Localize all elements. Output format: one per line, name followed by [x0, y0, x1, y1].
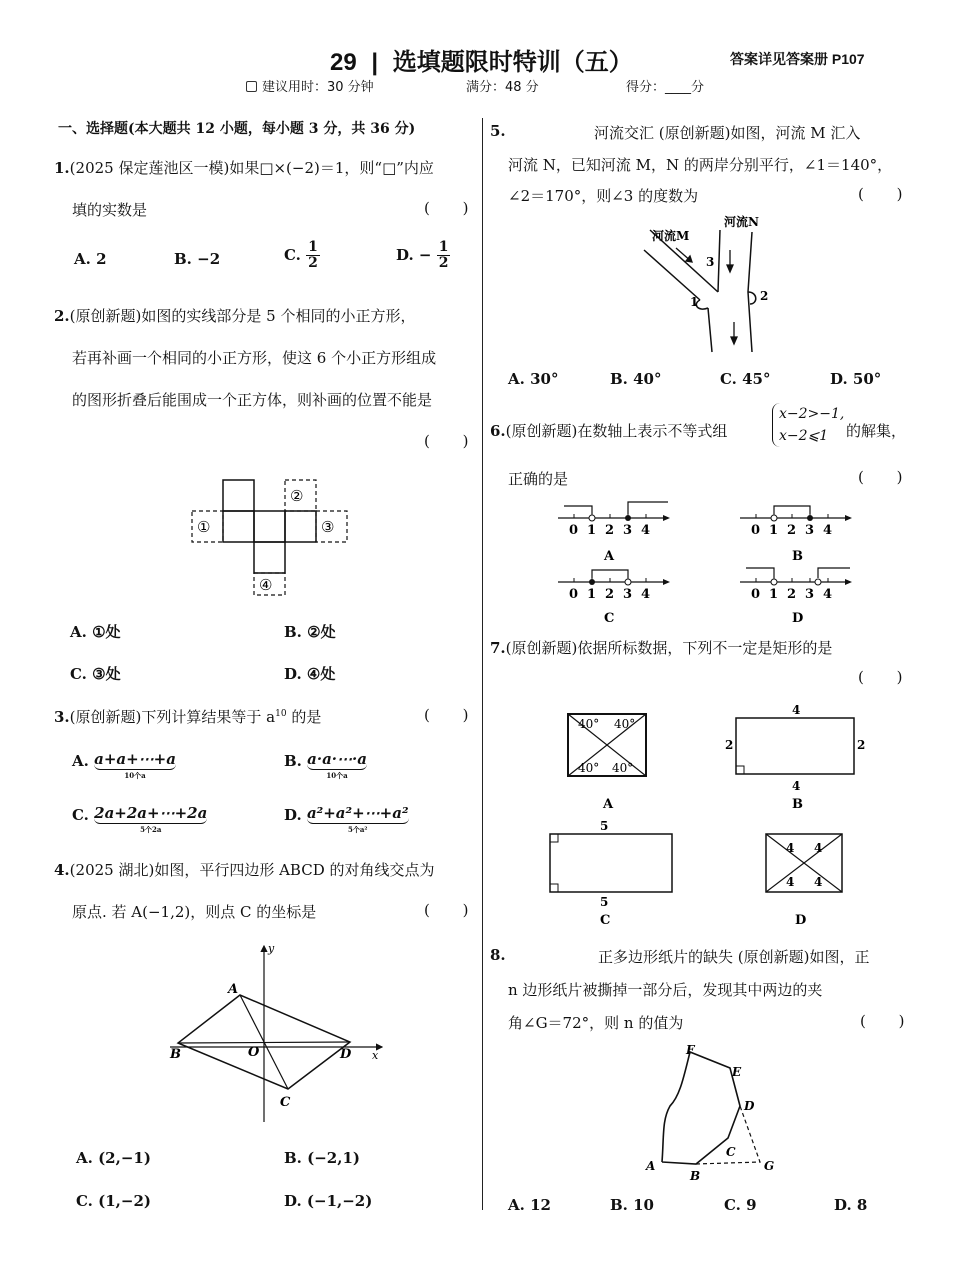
page-title: [330, 42, 633, 77]
title-separator: |: [371, 49, 379, 76]
svg-text:2: 2: [725, 738, 734, 752]
svg-text:3: 3: [805, 523, 815, 538]
svg-text:4: 4: [641, 587, 651, 602]
section-title: 一、选择题(本大题共 12 小题，每小题 3 分，共 36 分): [58, 121, 416, 137]
label-1: ①: [197, 518, 211, 536]
point-g: G: [764, 1159, 775, 1173]
diagonal-bd: [178, 1042, 350, 1043]
q1-c-fraction: $\frac{1}{2}$: [308, 239, 318, 271]
point-b: B: [170, 1047, 181, 1062]
q1-answer-blank: ( ): [424, 199, 483, 217]
q4-line1: 4.(2025 湖北)如图，平行四边形 ABCD 的对角线交点为: [54, 861, 435, 879]
q8-polygon-figure: [640, 1036, 790, 1184]
time-info: [246, 76, 374, 95]
point-d: D: [744, 1099, 755, 1113]
label-a: A: [603, 797, 614, 812]
q8-option-b: B. 10: [610, 1196, 654, 1214]
q3-option-b: B. a·a·⋯·a 10个a: [284, 750, 367, 780]
svg-text:2: 2: [857, 738, 866, 752]
q6-line2: 正确的是: [508, 470, 569, 488]
point-e: E: [732, 1065, 742, 1079]
q6-inequality-system: [772, 403, 844, 447]
q6-numberline-c: [554, 560, 674, 630]
q3-option-d: D. a²+a²+⋯+a² 5个a²: [284, 804, 409, 834]
svg-text:5: 5: [600, 819, 609, 833]
x-label: x: [372, 1049, 379, 1062]
point-a: A: [646, 1159, 656, 1173]
river-m-lower-bank: [644, 250, 700, 300]
q8-answer-blank: ( ): [860, 1012, 919, 1030]
point-b: B: [690, 1169, 701, 1183]
q5-option-a: A. 30°: [508, 370, 559, 388]
q3-option-c: C. 2a+2a+⋯+2a 5个2a: [72, 804, 208, 834]
label-c: C: [604, 611, 615, 626]
full-score: 满分：48 分: [466, 80, 539, 95]
q2-option-d: D. ④处: [284, 665, 336, 683]
inequality-1: x−2>−1,: [779, 406, 845, 422]
q7-answer-blank: ( ): [858, 668, 917, 686]
svg-text:40°: 40°: [614, 717, 636, 731]
svg-text:3: 3: [805, 587, 815, 602]
svg-text:4: 4: [814, 875, 823, 889]
point-c: C: [280, 1095, 291, 1110]
net-square-bottom: [254, 542, 285, 573]
column-divider: [482, 118, 483, 1210]
q1-line2: 填的实数是: [72, 201, 148, 219]
angle-3-label: 3: [706, 255, 715, 269]
q7-line1: 7.(原创新题)依据所标数据，下列不一定是矩形的是: [490, 639, 833, 657]
net-square-row3: [285, 511, 316, 542]
q5-option-c: C. 45°: [720, 370, 771, 388]
svg-text:0: 0: [569, 587, 579, 602]
svg-text:0: 0: [569, 523, 579, 538]
q8-option-c: C. 9: [724, 1196, 757, 1214]
q5-line2: 河流 N，已知河流 M，N 的两岸分别平行，∠1＝140°，: [508, 156, 893, 174]
q2-line3: 的图形折叠后能围成一个正方体，则补画的位置不能是: [72, 391, 433, 409]
q6-line1: 6.(原创新题)在数轴上表示不等式组: [490, 422, 728, 440]
svg-text:4: 4: [792, 703, 801, 717]
point-a: A: [228, 982, 239, 997]
svg-text:4: 4: [823, 523, 833, 538]
q6-numberline-a: [554, 496, 674, 566]
svg-text:4: 4: [792, 779, 801, 793]
river-n-left-upper: [718, 230, 720, 292]
svg-text:3: 3: [623, 523, 633, 538]
title-text: 选填题限时特训（五）: [392, 49, 633, 76]
svg-text:40°: 40°: [612, 761, 634, 775]
y-label: y: [268, 942, 275, 955]
label-d: D: [795, 913, 807, 928]
q5-number: 5.: [490, 122, 506, 140]
q5-line1: 河流交汇 (原创新题)如图，河流 M 汇入: [594, 124, 861, 142]
q6-numberline-b: [736, 496, 856, 566]
q5-option-b: B. 40°: [610, 370, 662, 388]
q4-option-c: C. (1,−2): [76, 1192, 151, 1210]
svg-text:4: 4: [786, 841, 795, 855]
suggested-time: 建议用时：30 分钟: [262, 80, 374, 95]
svg-text:2: 2: [787, 523, 797, 538]
q6-line1-end: 的解集，: [846, 422, 907, 440]
svg-text:5: 5: [600, 895, 609, 909]
net-square-top: [223, 480, 254, 511]
q7-figure-c: [542, 816, 692, 932]
q8-option-d: D. 8: [834, 1196, 868, 1214]
inequality-2: x−2⩽1: [779, 428, 829, 444]
svg-text:1: 1: [587, 587, 597, 602]
q2-answer-blank: ( ): [424, 432, 483, 450]
label-2: ②: [290, 487, 304, 505]
svg-text:4: 4: [786, 875, 795, 889]
svg-text:4: 4: [814, 841, 823, 855]
q8-line1: 正多边形纸片的缺失 (原创新题)如图，正: [598, 948, 870, 966]
q2-option-c: C. ③处: [70, 665, 121, 683]
q1-line1: 1.(2025 保定莲池区一模)如果□×(−2)＝1，则“□”内应: [54, 159, 434, 177]
river-n-label: 河流N: [724, 215, 759, 229]
q4-parallelogram-figure: [160, 938, 400, 1128]
net-square-row1: [223, 511, 254, 542]
q3-option-a: A. a+a+⋯+a 10个a: [72, 750, 176, 780]
svg-text:1: 1: [587, 523, 597, 538]
svg-text:0: 0: [751, 523, 761, 538]
q1-option-c: C. $\frac{1}{2}$: [284, 239, 318, 271]
label-4: ④: [259, 576, 273, 594]
q4-option-d: D. (−1,−2): [284, 1192, 373, 1210]
angle-1-label: 1: [690, 295, 699, 309]
q8-option-a: A. 12: [508, 1196, 551, 1214]
svg-text:0: 0: [751, 587, 761, 602]
q4-answer-blank: ( ): [424, 901, 483, 919]
svg-text:40°: 40°: [578, 717, 600, 731]
q2-line1: 2.(原创新题)如图的实线部分是 5 个相同的小正方形，: [54, 307, 416, 325]
q3-answer-blank: ( ): [424, 706, 483, 724]
q7-figure-d: [758, 826, 858, 932]
svg-text:3: 3: [623, 587, 633, 602]
svg-text:40°: 40°: [578, 761, 600, 775]
q8-number: 8.: [490, 946, 506, 964]
svg-text:2: 2: [605, 587, 615, 602]
q7-figure-a: [560, 708, 660, 818]
q5-line3: ∠2＝170°，则∠3 的度数为: [508, 187, 699, 205]
q1-option-b: B. −2: [174, 250, 221, 268]
answer-reference: 答案详见答案册 P107: [730, 51, 865, 67]
svg-text:4: 4: [641, 523, 651, 538]
point-f: F: [686, 1043, 695, 1057]
title-number: 29: [330, 49, 357, 76]
label-b: B: [792, 797, 803, 812]
q3-line1: 3.(原创新题)下列计算结果等于 $a^{10}$ 的是: [54, 708, 322, 726]
q2-option-b: B. ②处: [284, 623, 336, 641]
svg-text:2: 2: [605, 523, 615, 538]
svg-text:2: 2: [787, 587, 797, 602]
label-c: C: [600, 913, 611, 928]
origin-o: O: [248, 1045, 260, 1060]
q6-numberline-d: [736, 560, 856, 630]
net-square-row2: [254, 511, 285, 542]
q4-option-a: A. (2,−1): [76, 1149, 151, 1167]
label-a: A: [604, 549, 615, 564]
q6-answer-blank: ( ): [858, 468, 917, 486]
label-b: B: [792, 549, 803, 564]
q5-answer-blank: ( ): [858, 185, 917, 203]
svg-text:1: 1: [769, 587, 779, 602]
q2-option-a: A. ①处: [70, 623, 121, 641]
q1-number: 1.: [54, 159, 70, 177]
point-d: D: [340, 1047, 352, 1062]
q2-line2: 若再补画一个相同的小正方形，使这 6 个小正方形组成: [72, 349, 437, 367]
score-field: 得分：____分: [626, 80, 705, 95]
q1-d-fraction: $\frac{1}{2}$: [438, 239, 449, 271]
point-c: C: [726, 1145, 736, 1159]
svg-text:4: 4: [823, 587, 833, 602]
checkbox-icon: [246, 81, 257, 92]
q2-cube-net-figure: [190, 478, 350, 598]
river-n-left-lower: [708, 308, 712, 352]
q5-river-figure: [640, 212, 790, 362]
q8-line2: n 边形纸片被撕掉一部分后，发现其中两边的夹: [508, 981, 823, 999]
angle-2-label: 2: [760, 289, 769, 303]
q4-option-b: B. (−2,1): [284, 1149, 360, 1167]
river-m-label: 河流M: [652, 229, 690, 243]
q4-line2: 原点. 若 A(−1,2)，则点 C 的坐标是: [72, 903, 317, 921]
q1-option-a: A. 2: [74, 250, 107, 268]
label-3: ③: [321, 518, 335, 536]
q1-option-d: D. − $\frac{1}{2}$: [396, 239, 449, 271]
label-d: D: [792, 611, 804, 626]
q5-option-d: D. 50°: [830, 370, 882, 388]
q8-line3: 角∠G＝72°，则 n 的值为: [508, 1014, 684, 1032]
q7-figure-b: [720, 700, 870, 816]
svg-text:1: 1: [769, 523, 779, 538]
